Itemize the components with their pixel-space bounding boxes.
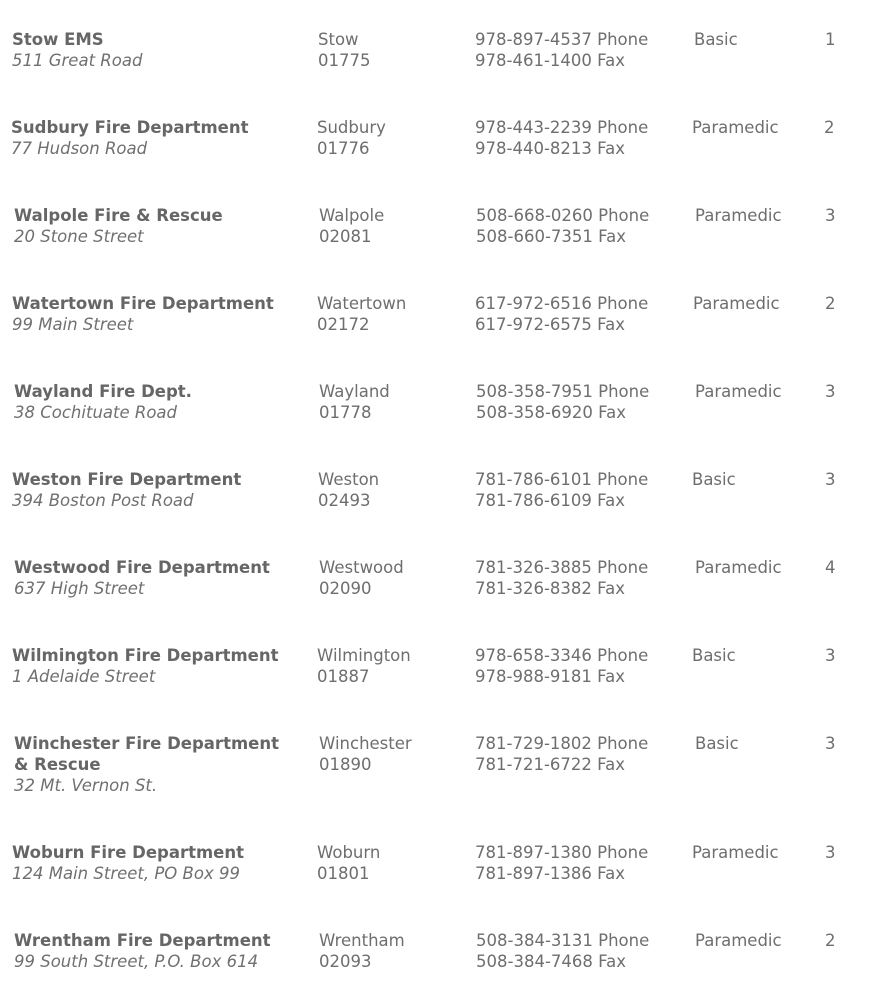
region-number: 2 [825, 294, 836, 313]
phone-number: 978-443-2239 Phone [475, 118, 649, 137]
directory-entry [0, 645, 871, 705]
phone-number: 508-384-3131 Phone [476, 931, 650, 950]
department-cell [12, 29, 308, 71]
fax-number: 508-660-7351 Fax [476, 227, 626, 246]
directory-entry [0, 557, 871, 617]
fax-number: 617-972-6575 Fax [475, 315, 625, 334]
department-name: Wilmington Fire Department [12, 646, 279, 665]
service-level: Basic [692, 646, 736, 665]
directory-entry [0, 469, 871, 529]
directory-entry [0, 205, 871, 265]
region-number: 3 [825, 470, 836, 489]
town-cell [317, 645, 467, 687]
street-address: 637 High Street [14, 579, 145, 598]
zip-code: 02090 [319, 579, 372, 598]
department-cell [12, 842, 308, 884]
region-number: 4 [825, 558, 836, 577]
zip-code: 02093 [319, 952, 372, 971]
street-address: 124 Main Street, PO Box 99 [12, 864, 240, 883]
street-address: 394 Boston Post Road [12, 491, 194, 510]
zip-code: 01778 [319, 403, 372, 422]
department-cell [14, 557, 310, 599]
service-level: Basic [692, 470, 736, 489]
region-number: 3 [825, 734, 836, 753]
town-name: Wrentham [319, 931, 405, 950]
town-cell [317, 842, 467, 884]
town-cell [319, 381, 469, 423]
directory-entry [0, 381, 871, 441]
zip-code: 01775 [318, 51, 371, 70]
service-level: Paramedic [692, 843, 779, 862]
town-cell [319, 930, 469, 972]
department-cell [12, 293, 308, 335]
zip-code: 01776 [317, 139, 370, 158]
phone-number: 978-897-4537 Phone [475, 30, 649, 49]
department-cell [14, 930, 310, 972]
department-cell [14, 733, 310, 796]
service-level: Paramedic [695, 206, 782, 225]
zip-code: 02081 [319, 227, 372, 246]
department-cell [14, 381, 310, 423]
department-name: Walpole Fire & Rescue [14, 206, 223, 225]
region-number: 3 [825, 206, 836, 225]
service-level: Paramedic [695, 382, 782, 401]
contact-cell [475, 117, 685, 159]
department-cell [14, 205, 310, 247]
town-cell [317, 293, 467, 335]
department-name: Weston Fire Department [12, 470, 242, 489]
phone-number: 508-358-7951 Phone [476, 382, 650, 401]
service-level: Paramedic [695, 931, 782, 950]
street-address: 77 Hudson Road [11, 139, 148, 158]
department-name-continued: & Rescue [14, 755, 101, 774]
department-name: Westwood Fire Department [14, 558, 270, 577]
contact-cell [475, 469, 685, 511]
contact-cell [475, 293, 685, 335]
town-cell [318, 469, 468, 511]
town-name: Sudbury [317, 118, 386, 137]
contact-cell [476, 205, 686, 247]
directory-entry [0, 733, 871, 815]
department-name: Wayland Fire Dept. [14, 382, 192, 401]
phone-number: 781-897-1380 Phone [475, 843, 649, 862]
zip-code: 01887 [317, 667, 370, 686]
contact-cell [475, 733, 685, 775]
street-address: 20 Stone Street [14, 227, 144, 246]
fax-number: 978-440-8213 Fax [475, 139, 625, 158]
fax-number: 781-721-6722 Fax [475, 755, 625, 774]
fax-number: 978-461-1400 Fax [475, 51, 625, 70]
department-cell [12, 469, 308, 511]
fax-number: 978-988-9181 Fax [475, 667, 625, 686]
street-address: 1 Adelaide Street [12, 667, 156, 686]
phone-number: 978-658-3346 Phone [475, 646, 649, 665]
fax-number: 508-384-7468 Fax [476, 952, 626, 971]
directory-entry [0, 117, 871, 177]
service-level: Paramedic [695, 558, 782, 577]
department-name: Woburn Fire Department [12, 843, 245, 862]
street-address: 511 Great Road [12, 51, 143, 70]
fax-number: 781-897-1386 Fax [475, 864, 625, 883]
phone-number: 781-786-6101 Phone [475, 470, 649, 489]
town-name: Wilmington [317, 646, 411, 665]
street-address: 32 Mt. Vernon St. [14, 776, 158, 795]
directory-entry [0, 293, 871, 353]
contact-cell [475, 29, 685, 71]
region-number: 1 [825, 30, 836, 49]
town-name: Stow [318, 30, 359, 49]
service-level: Paramedic [692, 118, 779, 137]
town-name: Watertown [317, 294, 407, 313]
town-name: Winchester [319, 734, 412, 753]
fax-number: 781-786-6109 Fax [475, 491, 625, 510]
phone-number: 617-972-6516 Phone [475, 294, 649, 313]
fax-number: 781-326-8382 Fax [475, 579, 625, 598]
phone-number: 508-668-0260 Phone [476, 206, 650, 225]
department-name: Stow EMS [12, 30, 104, 49]
town-cell [319, 557, 469, 599]
contact-cell [476, 930, 686, 972]
phone-number: 781-326-3885 Phone [475, 558, 649, 577]
region-number: 2 [825, 931, 836, 950]
department-cell [12, 645, 308, 687]
directory-entry [0, 29, 871, 89]
contact-cell [475, 557, 685, 599]
contact-cell [476, 381, 686, 423]
service-level: Basic [695, 734, 739, 753]
town-cell [319, 205, 469, 247]
town-name: Westwood [319, 558, 404, 577]
department-name: Sudbury Fire Department [11, 118, 249, 137]
region-number: 2 [824, 118, 835, 137]
phone-number: 781-729-1802 Phone [475, 734, 649, 753]
town-cell [317, 117, 467, 159]
service-level: Basic [694, 30, 738, 49]
fax-number: 508-358-6920 Fax [476, 403, 626, 422]
street-address: 38 Cochituate Road [14, 403, 178, 422]
directory-entry [0, 930, 871, 990]
department-name: Winchester Fire Department [14, 734, 279, 753]
street-address: 99 South Street, P.O. Box 614 [14, 952, 259, 971]
town-cell [318, 29, 468, 71]
zip-code: 02172 [317, 315, 370, 334]
contact-cell [475, 842, 685, 884]
service-level: Paramedic [693, 294, 780, 313]
region-number: 3 [825, 382, 836, 401]
town-name: Wayland [319, 382, 390, 401]
department-name: Wrentham Fire Department [14, 931, 271, 950]
contact-cell [475, 645, 685, 687]
region-number: 3 [825, 843, 836, 862]
zip-code: 01890 [319, 755, 372, 774]
street-address: 99 Main Street [12, 315, 134, 334]
town-name: Woburn [317, 843, 381, 862]
department-cell [11, 117, 307, 159]
town-cell [319, 733, 469, 775]
town-name: Walpole [319, 206, 385, 225]
department-name: Watertown Fire Department [12, 294, 274, 313]
region-number: 3 [825, 646, 836, 665]
directory-entry [0, 842, 871, 902]
town-name: Weston [318, 470, 380, 489]
zip-code: 01801 [317, 864, 370, 883]
zip-code: 02493 [318, 491, 371, 510]
